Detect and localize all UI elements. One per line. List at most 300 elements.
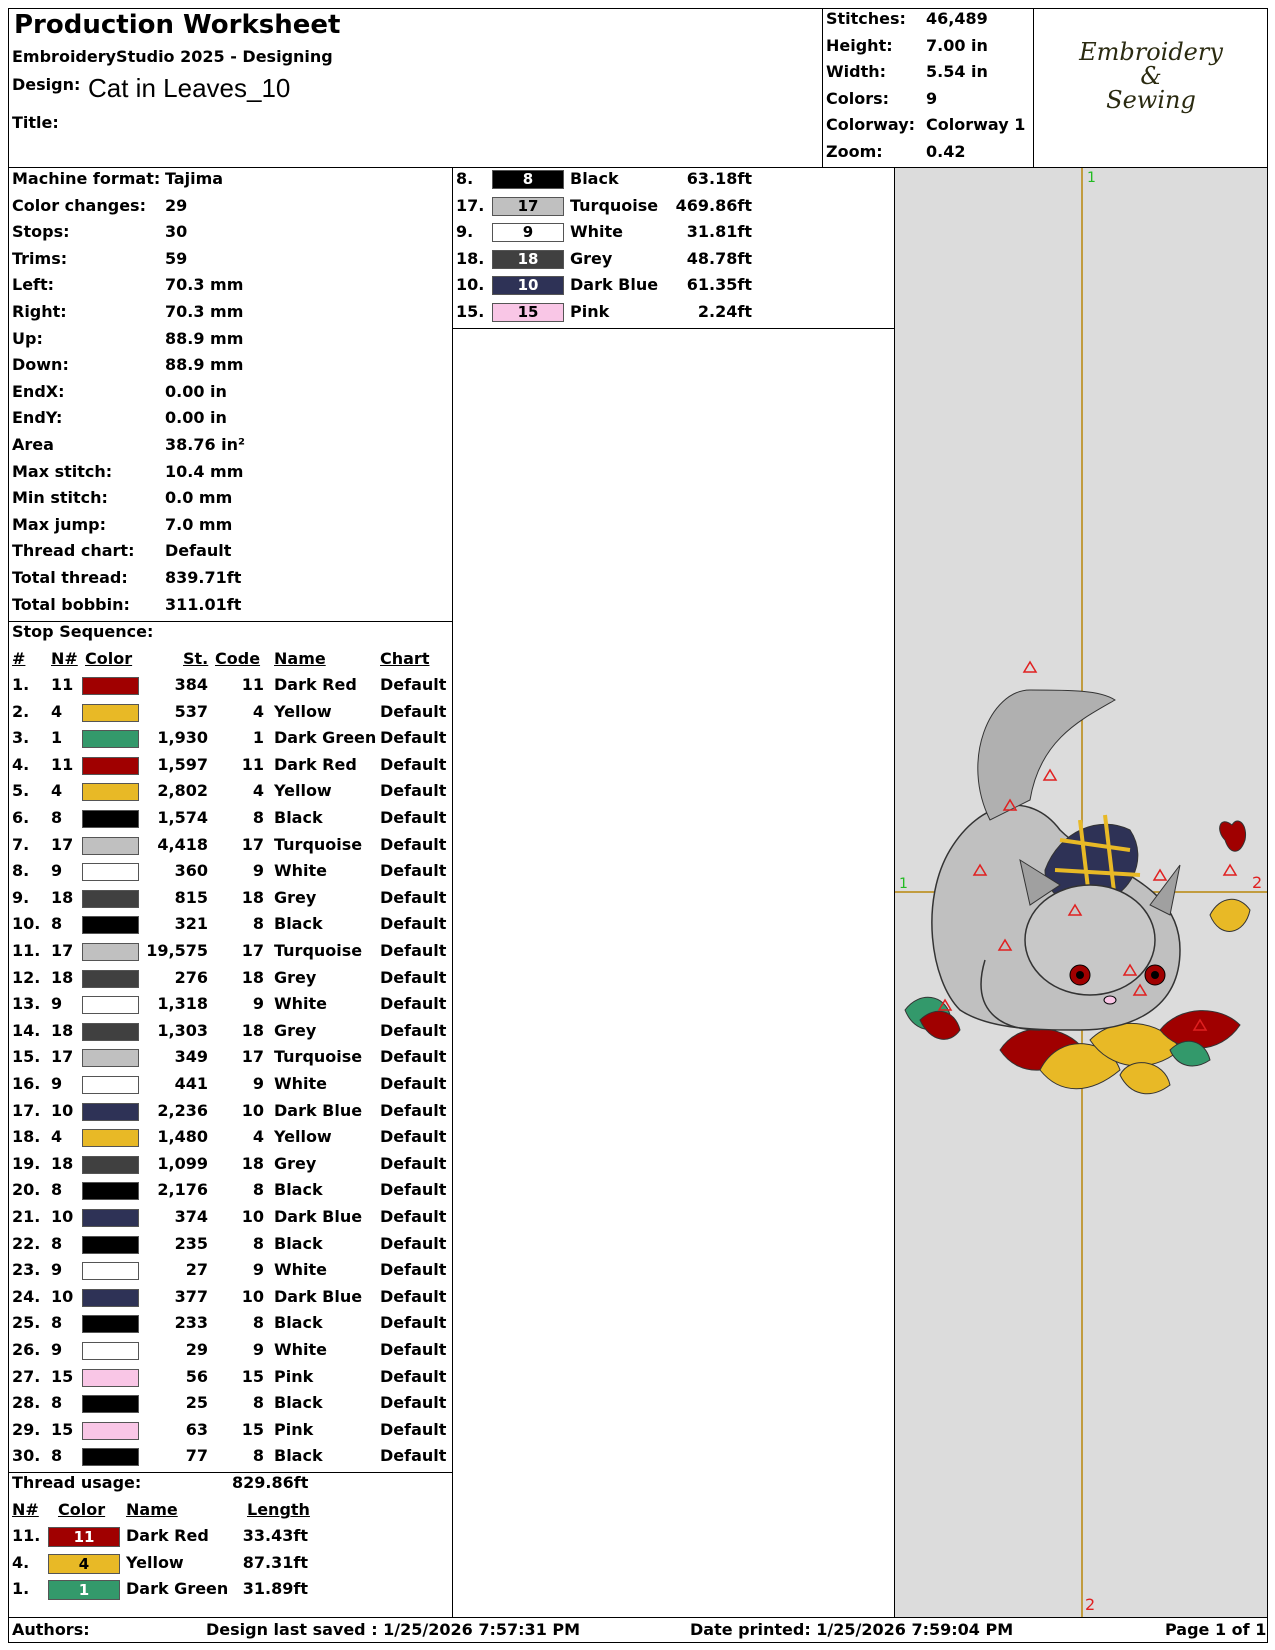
thread-length: 31.81ft xyxy=(686,222,752,242)
zoom-value: 0.42 xyxy=(926,142,966,161)
stop-name: Turquoise xyxy=(274,941,363,960)
app-name: EmbroideryStudio 2025 - Designing xyxy=(12,47,333,66)
stat-value: 88.9 mm xyxy=(165,355,244,375)
stop-name: Dark Red xyxy=(274,754,357,774)
stop-index: 15. xyxy=(12,1047,41,1067)
stop-code: 4 xyxy=(252,781,264,801)
usage-swatch: 4 xyxy=(48,1554,120,1574)
stop-chart: Default xyxy=(380,781,447,801)
stat-label: Right: xyxy=(12,302,67,321)
stop-code: 9 xyxy=(252,861,264,881)
stop-needle: 17 xyxy=(51,941,74,960)
stop-code: 18 xyxy=(241,1153,264,1173)
stop-color-swatch xyxy=(82,1369,139,1387)
stop-stitches: 29 xyxy=(185,1340,208,1359)
stop-color-swatch xyxy=(82,1289,139,1307)
stop-chart: Default xyxy=(380,861,447,881)
stop-needle: 9 xyxy=(51,1340,63,1359)
stop-chart: Default xyxy=(380,1074,447,1093)
tu-col-length: Length xyxy=(247,1500,310,1519)
stop-color-swatch xyxy=(82,1049,139,1067)
stop-stitches: 2,176 xyxy=(157,1180,208,1200)
stop-index: 18. xyxy=(12,1127,41,1147)
stop-needle: 10 xyxy=(51,1207,74,1226)
footer-page: Page 1 of 1 xyxy=(1165,1620,1267,1639)
stop-name: Pink xyxy=(274,1419,314,1439)
stop-stitches: 384 xyxy=(174,675,208,694)
stop-chart: Default xyxy=(380,1393,447,1413)
stop-index: 23. xyxy=(12,1260,41,1280)
stop-color-swatch xyxy=(82,1342,139,1360)
height-label: Height: xyxy=(826,36,893,55)
stop-color-swatch xyxy=(82,890,139,908)
stop-name: Black xyxy=(274,914,323,934)
stat-value: 30 xyxy=(165,222,188,242)
stop-chart: Default xyxy=(380,808,447,827)
stop-needle: 10 xyxy=(51,1100,74,1120)
stop-code: 15 xyxy=(241,1366,264,1386)
stop-code: 10 xyxy=(241,1100,264,1120)
stop-color-swatch xyxy=(82,1422,139,1440)
stop-name: Black xyxy=(274,1233,323,1253)
stop-needle: 8 xyxy=(51,808,63,827)
tu-col-name: Name xyxy=(126,1500,178,1519)
stop-name: Grey xyxy=(274,967,317,987)
stop-chart: Default xyxy=(380,887,447,907)
col-n: N# xyxy=(51,649,78,668)
thread-length: 2.24ft xyxy=(697,302,752,321)
stop-needle: 18 xyxy=(51,1020,74,1040)
stop-index: 30. xyxy=(12,1446,41,1466)
height-value: 7.00 in xyxy=(926,36,988,55)
stop-needle: 15 xyxy=(51,1419,74,1439)
stop-index: 29. xyxy=(12,1419,41,1439)
stop-stitches: 815 xyxy=(174,887,208,907)
middle-blank-panel xyxy=(452,328,895,1618)
stop-color-swatch xyxy=(82,943,139,961)
thread-length: 469.86ft xyxy=(675,195,752,215)
stop-name: Grey xyxy=(274,1020,317,1040)
footer-printed: Date printed: 1/25/2026 7:59:04 PM xyxy=(690,1620,1014,1639)
stop-color-swatch xyxy=(82,1262,139,1280)
stop-chart: Default xyxy=(380,1340,447,1359)
stop-code: 8 xyxy=(252,1313,264,1333)
stat-value: 0.00 in xyxy=(165,408,227,428)
stop-index: 11. xyxy=(12,941,41,960)
stop-chart: Default xyxy=(380,1286,447,1306)
stop-code: 9 xyxy=(252,994,264,1014)
stop-sequence-title: Stop Sequence: xyxy=(12,622,154,641)
stop-stitches: 537 xyxy=(174,701,208,721)
stop-index: 26. xyxy=(12,1340,41,1359)
colors-label: Colors: xyxy=(826,89,890,108)
stop-color-swatch xyxy=(82,970,139,988)
thread-swatch: 8 xyxy=(492,170,564,189)
stop-code: 8 xyxy=(252,914,264,934)
stat-label: Total thread: xyxy=(12,568,128,587)
stat-value: 311.01ft xyxy=(165,594,242,614)
logo-line3: Sewing xyxy=(1106,86,1196,114)
tu-col-n: N# xyxy=(12,1500,39,1519)
stop-index: 17. xyxy=(12,1100,41,1120)
stop-index: 28. xyxy=(12,1393,41,1413)
stat-value: 29 xyxy=(165,195,188,215)
stop-chart: Default xyxy=(380,1233,447,1253)
stop-color-swatch xyxy=(82,996,139,1014)
stop-stitches: 233 xyxy=(174,1313,208,1333)
stop-stitches: 360 xyxy=(174,861,208,881)
stop-needle: 17 xyxy=(51,834,74,854)
usage-swatch: 1 xyxy=(48,1580,120,1600)
stop-stitches: 235 xyxy=(174,1233,208,1253)
stop-color-swatch xyxy=(82,916,139,934)
stop-name: White xyxy=(274,1340,328,1359)
stop-needle: 18 xyxy=(51,967,74,987)
stop-code: 9 xyxy=(252,1260,264,1280)
stop-index: 19. xyxy=(12,1153,41,1173)
stop-name: Black xyxy=(274,1393,323,1413)
stop-index: 16. xyxy=(12,1074,41,1093)
stop-code: 4 xyxy=(252,701,264,721)
stop-code: 4 xyxy=(252,1127,264,1147)
usage-index: 4. xyxy=(12,1552,30,1572)
stop-stitches: 2,802 xyxy=(157,781,208,801)
stat-label: Left: xyxy=(12,275,55,295)
thread-length: 48.78ft xyxy=(686,248,752,268)
stat-value: 38.76 in² xyxy=(165,435,246,454)
stop-index: 24. xyxy=(12,1286,41,1306)
stat-label: Min stitch: xyxy=(12,488,108,508)
stop-code: 17 xyxy=(241,941,264,960)
stop-name: Yellow xyxy=(274,1127,332,1147)
thread-length: 63.18ft xyxy=(686,169,752,188)
stop-chart: Default xyxy=(380,1207,447,1226)
stop-color-swatch xyxy=(82,1209,139,1227)
stat-value: 10.4 mm xyxy=(165,461,244,481)
stop-index: 7. xyxy=(12,834,30,854)
usage-length: 87.31ft xyxy=(242,1552,308,1572)
thread-name: Pink xyxy=(570,302,610,321)
page-title: Production Worksheet xyxy=(14,10,341,40)
col-code: Code xyxy=(215,649,261,668)
thread-index: 10. xyxy=(456,275,485,295)
stop-stitches: 27 xyxy=(185,1260,208,1280)
stop-index: 2. xyxy=(12,701,30,721)
stop-stitches: 56 xyxy=(185,1366,208,1386)
stop-needle: 9 xyxy=(51,994,63,1014)
stat-label: Area xyxy=(12,435,54,454)
stop-code: 8 xyxy=(252,1393,264,1413)
stop-index: 27. xyxy=(12,1366,41,1386)
stop-index: 8. xyxy=(12,861,30,881)
colorway-label: Colorway: xyxy=(826,115,916,134)
stop-chart: Default xyxy=(380,1020,447,1040)
stop-needle: 4 xyxy=(51,1127,63,1147)
stop-color-swatch xyxy=(82,677,139,695)
stop-stitches: 1,318 xyxy=(157,994,208,1014)
stop-needle: 15 xyxy=(51,1366,74,1386)
stop-name: Pink xyxy=(274,1366,314,1386)
stop-index: 20. xyxy=(12,1180,41,1200)
stop-code: 18 xyxy=(241,887,264,907)
stop-name: White xyxy=(274,994,328,1014)
stop-color-swatch xyxy=(82,837,139,855)
col-chart: Chart xyxy=(380,649,430,668)
stop-chart: Default xyxy=(380,941,447,960)
stop-name: Black xyxy=(274,808,323,827)
stop-name: Grey xyxy=(274,1153,317,1173)
stop-stitches: 63 xyxy=(185,1419,208,1439)
stop-name: White xyxy=(274,1260,328,1280)
stop-chart: Default xyxy=(380,967,447,987)
stop-code: 11 xyxy=(241,754,264,774)
thread-name: Black xyxy=(570,169,619,188)
stop-name: Dark Red xyxy=(274,675,357,694)
stop-stitches: 1,597 xyxy=(157,754,208,774)
footer-saved: Design last saved : 1/25/2026 7:57:31 PM xyxy=(206,1620,581,1639)
thread-swatch: 17 xyxy=(492,197,564,216)
stop-chart: Default xyxy=(380,1446,447,1466)
stop-index: 4. xyxy=(12,754,30,774)
stop-color-swatch xyxy=(82,1395,139,1413)
thread-index: 15. xyxy=(456,302,485,321)
thread-usage-title: Thread usage: xyxy=(12,1473,142,1492)
stop-chart: Default xyxy=(380,1260,447,1280)
stat-value: 7.0 mm xyxy=(165,514,233,534)
stop-name: Black xyxy=(274,1313,323,1333)
stop-chart: Default xyxy=(380,701,447,721)
stop-chart: Default xyxy=(380,728,447,748)
thread-swatch: 9 xyxy=(492,223,564,242)
stop-color-swatch xyxy=(82,730,139,748)
stat-label: Max stitch: xyxy=(12,461,113,481)
thread-name: Turquoise xyxy=(570,195,659,215)
stop-index: 5. xyxy=(12,781,30,801)
stop-needle: 8 xyxy=(51,1233,63,1253)
stop-needle: 18 xyxy=(51,887,74,907)
stat-label: Machine format: xyxy=(12,169,161,188)
thread-index: 18. xyxy=(456,248,485,268)
stop-color-swatch xyxy=(82,783,139,801)
stop-name: Yellow xyxy=(274,781,332,801)
stop-needle: 9 xyxy=(51,861,63,881)
stop-stitches: 2,236 xyxy=(157,1100,208,1120)
stop-needle: 18 xyxy=(51,1153,74,1173)
thread-index: 9. xyxy=(456,222,474,242)
stat-label: Color changes: xyxy=(12,195,146,215)
design-label: Design: xyxy=(12,75,81,94)
stop-chart: Default xyxy=(380,1366,447,1386)
stop-chart: Default xyxy=(380,1313,447,1333)
zoom-label: Zoom: xyxy=(826,142,883,161)
stop-index: 13. xyxy=(12,994,41,1014)
stat-label: Up: xyxy=(12,328,43,348)
stop-code: 15 xyxy=(241,1419,264,1439)
stop-needle: 17 xyxy=(51,1047,74,1067)
stat-label: Total bobbin: xyxy=(12,594,130,614)
stat-label: Max jump: xyxy=(12,514,107,534)
stop-needle: 8 xyxy=(51,1313,63,1333)
thread-swatch: 15 xyxy=(492,303,564,322)
stop-name: Dark Blue xyxy=(274,1207,363,1226)
thread-swatch: 10 xyxy=(492,276,564,295)
stop-name: Dark Blue xyxy=(274,1100,363,1120)
stat-label: Thread chart: xyxy=(12,541,135,561)
stitches-value: 46,489 xyxy=(926,9,988,28)
stop-color-swatch xyxy=(82,1156,139,1174)
logo-line2: & xyxy=(1140,62,1162,90)
stop-name: Grey xyxy=(274,887,317,907)
colors-value: 9 xyxy=(926,89,938,108)
usage-index: 11. xyxy=(12,1526,41,1545)
stop-needle: 4 xyxy=(51,701,63,721)
stop-name: White xyxy=(274,1074,328,1093)
stop-chart: Default xyxy=(380,834,447,854)
stop-index: 14. xyxy=(12,1020,41,1040)
stop-name: Black xyxy=(274,1180,323,1200)
stop-index: 9. xyxy=(12,887,30,907)
stop-color-swatch xyxy=(82,1315,139,1333)
stitches-label: Stitches: xyxy=(826,9,906,28)
stop-chart: Default xyxy=(380,1047,447,1067)
stop-index: 21. xyxy=(12,1207,41,1226)
design-name: Cat in Leaves_10 xyxy=(88,73,291,103)
stat-value: 88.9 mm xyxy=(165,328,244,348)
stop-chart: Default xyxy=(380,675,447,694)
stop-color-swatch xyxy=(82,704,139,722)
stop-index: 6. xyxy=(12,808,30,827)
stop-color-swatch xyxy=(82,1129,139,1147)
stat-value: Default xyxy=(165,541,232,561)
stop-code: 11 xyxy=(241,675,264,694)
stop-stitches: 321 xyxy=(174,914,208,934)
col-st: St. xyxy=(183,649,209,668)
usage-length: 31.89ft xyxy=(242,1579,308,1599)
stop-name: White xyxy=(274,861,328,881)
stop-code: 9 xyxy=(252,1074,264,1093)
stop-color-swatch xyxy=(82,810,139,828)
width-label: Width: xyxy=(826,62,887,81)
stop-code: 18 xyxy=(241,1020,264,1040)
stop-index: 22. xyxy=(12,1233,41,1253)
stop-needle: 11 xyxy=(51,675,74,694)
stop-color-swatch xyxy=(82,1103,139,1121)
mark-right: 2 xyxy=(1252,873,1263,892)
stop-color-swatch xyxy=(82,757,139,775)
stop-chart: Default xyxy=(380,1419,447,1439)
stop-needle: 11 xyxy=(51,754,74,774)
stop-stitches: 1,480 xyxy=(157,1127,208,1147)
col-num: # xyxy=(12,649,26,668)
stop-needle: 9 xyxy=(51,1260,63,1280)
stop-color-swatch xyxy=(82,1236,139,1254)
logo-line1: Embroidery xyxy=(1079,38,1223,66)
stop-needle: 1 xyxy=(51,728,63,748)
mark-top: 1 xyxy=(1087,170,1096,186)
stop-index: 25. xyxy=(12,1313,41,1333)
stop-stitches: 77 xyxy=(185,1446,208,1466)
stop-color-swatch xyxy=(82,1076,139,1094)
stat-label: Stops: xyxy=(12,222,70,242)
cat-art xyxy=(932,690,1180,1030)
stop-name: Dark Green xyxy=(274,728,377,748)
stop-name: Black xyxy=(274,1446,323,1466)
stop-code: 17 xyxy=(241,834,264,854)
stat-value: 839.71ft xyxy=(165,568,242,587)
stop-stitches: 349 xyxy=(174,1047,208,1067)
stop-chart: Default xyxy=(380,1180,447,1200)
colorway-value: Colorway 1 xyxy=(926,115,1026,134)
stop-chart: Default xyxy=(380,914,447,934)
thread-name: White xyxy=(570,222,624,242)
thread-usage-total: 829.86ft xyxy=(232,1473,309,1492)
stop-index: 1. xyxy=(12,675,30,694)
stop-color-swatch xyxy=(82,1023,139,1041)
thread-index: 17. xyxy=(456,195,485,215)
stat-value: 70.3 mm xyxy=(165,275,244,295)
stop-code: 1 xyxy=(252,728,264,748)
stop-stitches: 1,930 xyxy=(157,728,208,748)
stop-chart: Default xyxy=(380,1153,447,1173)
footer-bar xyxy=(8,1617,1268,1643)
width-value: 5.54 in xyxy=(926,62,988,81)
stop-code: 8 xyxy=(252,1233,264,1253)
stat-value: 0.00 in xyxy=(165,381,227,401)
stop-stitches: 1,574 xyxy=(157,808,208,827)
stop-code: 8 xyxy=(252,1446,264,1466)
stop-needle: 9 xyxy=(51,1074,63,1093)
thread-name: Dark Blue xyxy=(570,275,659,295)
usage-name: Dark Green xyxy=(126,1579,229,1599)
stop-stitches: 25 xyxy=(185,1393,208,1413)
stop-code: 10 xyxy=(241,1207,264,1226)
stop-name: Turquoise xyxy=(274,834,363,854)
stop-stitches: 19,575 xyxy=(146,941,208,960)
stop-chart: Default xyxy=(380,1127,447,1147)
stop-code: 9 xyxy=(252,1340,264,1359)
stop-chart: Default xyxy=(380,1100,447,1120)
usage-index: 1. xyxy=(12,1579,30,1599)
stop-code: 10 xyxy=(241,1286,264,1306)
thread-swatch: 18 xyxy=(492,250,564,269)
col-name: Name xyxy=(274,649,326,668)
stop-stitches: 4,418 xyxy=(157,834,208,854)
stop-needle: 10 xyxy=(51,1286,74,1306)
stop-stitches: 1,303 xyxy=(157,1020,208,1040)
stop-chart: Default xyxy=(380,994,447,1014)
stop-code: 8 xyxy=(252,1180,264,1200)
usage-name: Yellow xyxy=(126,1552,184,1572)
stop-needle: 8 xyxy=(51,1180,63,1200)
stop-color-swatch xyxy=(82,1448,139,1466)
stop-chart: Default xyxy=(380,754,447,774)
stop-color-swatch xyxy=(82,863,139,881)
tu-col-color: Color xyxy=(58,1500,106,1519)
mark-left: 1 xyxy=(899,876,908,892)
stop-stitches: 276 xyxy=(174,967,208,987)
stop-needle: 8 xyxy=(51,1393,63,1413)
thread-name: Grey xyxy=(570,248,613,268)
stop-needle: 8 xyxy=(51,1446,63,1466)
stop-stitches: 441 xyxy=(174,1074,208,1093)
mark-bottom: 2 xyxy=(1085,1595,1096,1614)
stop-name: Dark Blue xyxy=(274,1286,363,1306)
stat-value: Tajima xyxy=(165,169,224,188)
stat-label: Down: xyxy=(12,355,69,375)
stop-name: Turquoise xyxy=(274,1047,363,1067)
title-label: Title: xyxy=(12,113,59,132)
stop-name: Yellow xyxy=(274,701,332,721)
